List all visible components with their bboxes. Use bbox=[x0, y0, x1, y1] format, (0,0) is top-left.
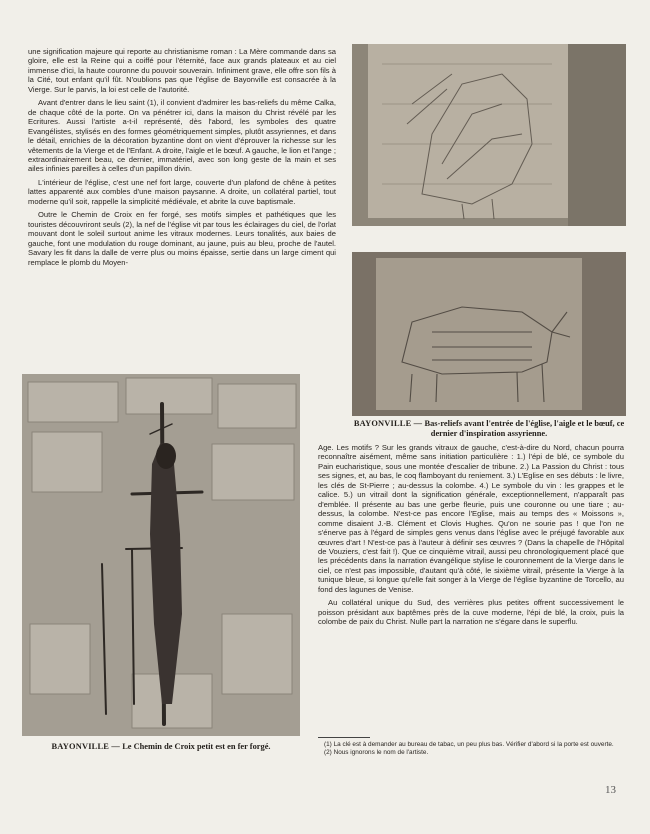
paragraph: Outre le Chemin de Croix en fer forgé, ses motifs simples et pathétiques que les touristes découvriront seuls (2), la nef de l'église vit par tous les éclairages du ciel, de l'orlat mouvant dont le soleil surtout anime les vitraux modernes. Leurs tonalités, aux baies de gauche, font une modulation du rouge dominant, au jaune, puis au bleu, proche de l'autel. Savary les fit dans la dalle de verre plus ou moins épaisse, sertie dans un large ciment qui remplace le plomb du Moyen- bbox=[28, 210, 336, 267]
left-text-column bbox=[28, 47, 336, 271]
photo-bas-relief-ox bbox=[352, 252, 626, 416]
photo-chemin-de-croix bbox=[22, 374, 300, 736]
right-text-column bbox=[318, 443, 624, 631]
caption-lead: BAYONVILLE — bbox=[51, 742, 123, 751]
footnote: (2) Nous ignorons le nom de l'artiste. bbox=[324, 749, 429, 757]
paragraph: Avant d'entrer dans le lieu saint (1), il convient d'admirer les bas-reliefs du même Calka, de chaque côté de la porte. On va pénétrer ici, dans la maison du Christ révélé par les Ecritures. Aussi l'artiste a-t-il représenté, dès l'abord, les symboles des quatre Evangélistes, stylisés en des formes géométriquement simples, plutôt assyriennes, et dans le détail, enrichies de la décoration byzantine dont on vient d'éprouver la richesse sur les vêtements de la Vierge et de l'Enfant. A droite, l'aigle et le bœuf. A gauche, le lion et l'ange ; extraordinairement beau, ce dernier, immatériel, avec son long geste de la main et ses ailes infinies pareilles à celles d'un papillon divin. bbox=[28, 98, 336, 174]
caption-text: Le Chemin de Croix petit est en fer forgé. bbox=[122, 742, 271, 751]
page-number: 13 bbox=[605, 784, 616, 796]
footnote-divider bbox=[318, 737, 370, 738]
photo-caption-chemin-de-croix bbox=[22, 742, 300, 752]
caption-text: Bas-reliefs avant l'entrée de l'église, l'aigle et le bœuf, ce dernier d'inspiration assyrienne. bbox=[424, 419, 625, 438]
photo-caption-bas-reliefs bbox=[352, 419, 626, 439]
paragraph: une signification majeure qui reporte au christianisme roman : La Mère commande dans sa gloire, elle est la Reine qui a coiffé pour l'éternité, face aux grands plateaux et au ciel immense d'ici, la haute couronne du pouvoir souverain. Infiniment grave, elle offre son fils à la Cité, tout enfant qu'il fût. N'oublions pas que l'église de Bayonville est consacrée à la Vierge. Sur le parvis, la loi est celle de l'autorité. bbox=[28, 47, 336, 94]
paragraph: Age. Les motifs ? Sur les grands vitraux de gauche, c'est-à-dire du Nord, chacun pourra reconnaître aisément, même sans initiation particulière : 1.) l'épi de blé, ce symbole du Pain eucharistique, sous une montée d'escalier de tribune. 2.) La Passion du Christ : tous ses signes, et, au bas, le coq flamboyant du reniement. 3.) L'Eglise en ses débuts : le livre, les clés de St-Pierre ; au-dessus la colombe. 4.) Le symbole du vin : les grappes et le calice. 5.) un vitrail dont la signification générale, exceptionnellement, n'apparaît pas d'emblée. Il présente au bas une gerbe fleurie, puis une couronne ou une tiare ; au-dessus, la colombe. N'est-ce pas encore l'Eglise, mais au temps des « Moissons », comme disaient J.-B. Clément et Clovis Hughes. Qu'on ne sourie pas ! que l'on ne s'énerve pas à l'égard de simples gens venus dans l'église avec le préjugé favorable aux œuvres d'art ! N'est-ce pas à l'auteur à définir ses œuvres ? (Dans la chapelle de l'Hôpital de Vouziers, c'est fait !). Que ce cinquième vitrail, aussi peu chronologiquement placé que les précédents dans la narration évangélique stylise le couronnement de la Vierge dans le ciel, ce n'est pas impossible, d'autant qu'à côté, le sixième vitrail, présente la Vierge à la tunique bleue, si longue qu'elle fait songer à la Vierge de l'église byzantine de Torcello, au fond des lagunes de Venise. bbox=[318, 443, 624, 594]
caption-lead: BAYONVILLE — bbox=[353, 419, 425, 428]
paragraph: Au collatéral unique du Sud, des verrières plus petites offrent successivement le poisson présidant aux baptêmes près de la cuve moderne, l'épi de blé, la croix, puis la colombe de paix du Christ. Nulle part la narration ne s'égare dans le superflu. bbox=[318, 598, 624, 627]
footnotes bbox=[318, 741, 624, 757]
photo-bas-relief-eagle bbox=[352, 44, 626, 226]
paragraph: L'intérieur de l'église, c'est une nef fort large, couverte d'un plafond de chêne à petites lattes apparenté aux combles d'une maison paysanne. A droite, un collatéral partiel, tout moderne qu'il soit, rappelle la simplicité médiévale, et abrite la cuve baptismale. bbox=[28, 177, 336, 206]
footnote: (1) La clé est à demander au bureau de tabac, un peu plus bas. Vérifier d'abord si la porte est ouverte. bbox=[324, 741, 614, 748]
